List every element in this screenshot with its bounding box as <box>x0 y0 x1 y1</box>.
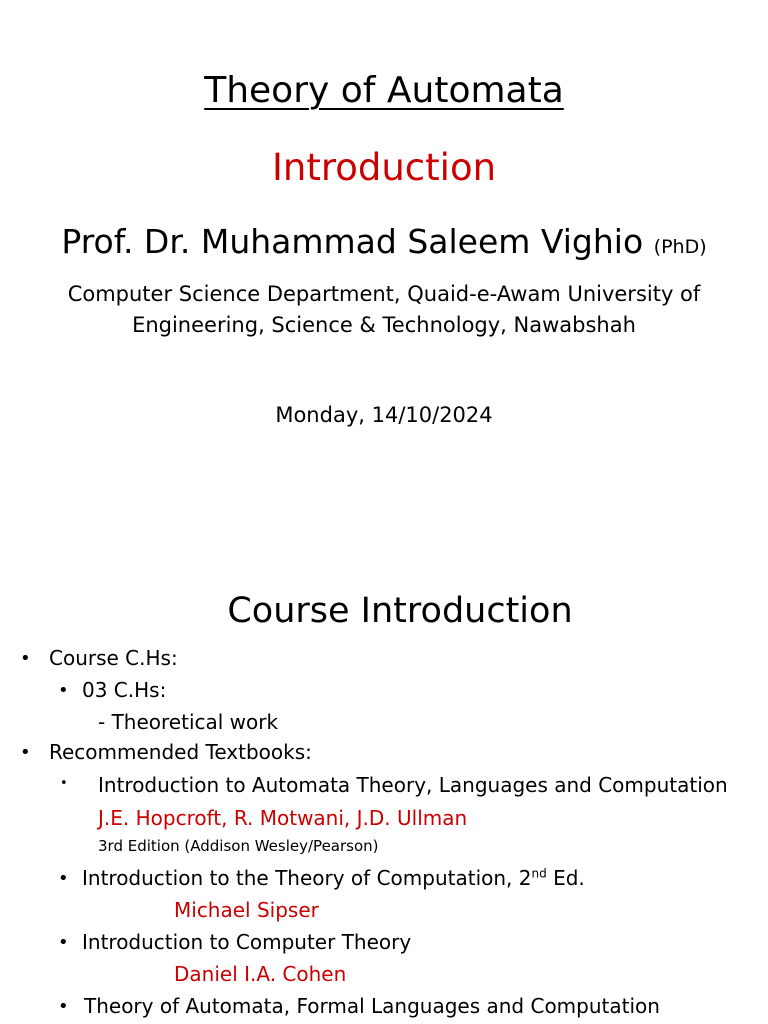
affiliation-line-2: Engineering, Science & Technology, Nawabshah <box>132 313 636 337</box>
bullet-icon: • <box>58 996 69 1017</box>
author-name: Prof. Dr. Muhammad Saleem Vighio <box>61 222 644 261</box>
bullet-icon: • <box>20 648 31 669</box>
book2-title: Introduction to the Theory of Computation, 2nd Ed. <box>82 866 585 890</box>
presentation-date: Monday, 14/10/2024 <box>275 403 493 427</box>
slide-subtitle: Introduction <box>271 146 497 189</box>
list-item-textbooks: Recommended Textbooks: <box>49 740 312 764</box>
bullet-icon: • <box>60 776 68 791</box>
book3-author: Daniel I.A. Cohen <box>174 962 347 986</box>
book4-title: Theory of Automata, Formal Languages and Computation <box>84 994 660 1018</box>
list-item-theoretical: - Theoretical work <box>98 710 279 734</box>
bullet-icon: • <box>58 932 69 953</box>
list-item-course-chs: Course C.Hs: <box>49 646 178 670</box>
list-item-chs-value: 03 C.Hs: <box>82 678 167 702</box>
book1-edition: 3rd Edition (Addison Wesley/Pearson) <box>98 837 379 855</box>
bullet-icon: • <box>58 868 69 889</box>
book1-title: Introduction to Automata Theory, Languages and Computation <box>98 773 728 797</box>
bullet-icon: • <box>20 742 31 763</box>
bullet-icon: • <box>58 680 69 701</box>
book3-title: Introduction to Computer Theory <box>82 930 412 954</box>
book1-authors: J.E. Hopcroft, R. Motwani, J.D. Ullman <box>98 806 468 830</box>
book2-author: Michael Sipser <box>174 898 319 922</box>
course-heading: Course Introduction <box>227 591 573 631</box>
author-degree: (PhD) <box>653 236 707 258</box>
author-line <box>0 222 768 261</box>
affiliation-line-1: Computer Science Department, Quaid-e-Awam University of <box>67 282 701 306</box>
slide-title: Theory of Automata <box>204 70 564 111</box>
